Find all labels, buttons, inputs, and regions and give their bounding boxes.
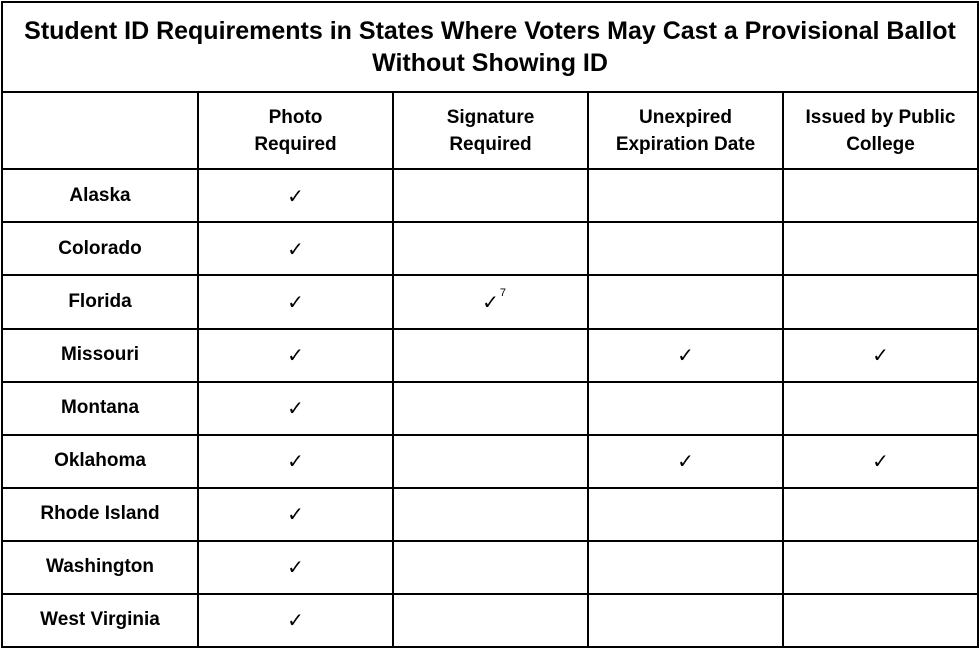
public-college-cell — [783, 275, 978, 328]
state-name: Florida — [2, 275, 198, 328]
unexpired-cell — [588, 382, 783, 435]
header-unexpired-date — [588, 92, 783, 170]
table-row — [2, 222, 978, 275]
signature-cell — [393, 435, 588, 488]
public-college-cell — [783, 222, 978, 275]
signature-cell — [393, 594, 588, 647]
header-row — [2, 92, 978, 170]
table-row — [2, 594, 978, 647]
header-signature-required — [393, 92, 588, 170]
signature-cell — [393, 329, 588, 382]
unexpired-cell — [588, 435, 783, 488]
photo-cell — [198, 329, 393, 382]
header-line: Signature — [446, 106, 535, 128]
state-name: Montana — [2, 382, 198, 435]
public-college-cell — [783, 329, 978, 382]
public-college-cell — [783, 169, 978, 222]
requirements-table — [1, 1, 979, 648]
signature-cell — [393, 275, 588, 328]
header-empty-cell — [2, 92, 198, 170]
table-row — [2, 435, 978, 488]
photo-cell — [198, 222, 393, 275]
checkmark-icon: ✓ — [287, 502, 304, 527]
table-row — [2, 169, 978, 222]
table-title: Student ID Requirements in States Where Voters May Cast a Provisional Ballot Without Showing ID — [2, 2, 978, 92]
header-line: Issued by Public — [805, 106, 956, 128]
checkmark-icon: ✓ — [872, 449, 889, 474]
checkmark-icon: ✓ — [872, 343, 889, 368]
checkmark-icon: ✓ — [287, 236, 304, 261]
unexpired-cell — [588, 222, 783, 275]
checkmark-glyph: ✓ — [482, 290, 499, 315]
public-college-cell — [783, 541, 978, 594]
header-line: College — [846, 133, 915, 155]
table-row — [2, 382, 978, 435]
table-row — [2, 329, 978, 382]
photo-cell — [198, 382, 393, 435]
photo-cell — [198, 275, 393, 328]
signature-cell — [393, 382, 588, 435]
unexpired-cell — [588, 329, 783, 382]
photo-cell — [198, 435, 393, 488]
state-name: Missouri — [2, 329, 198, 382]
table-row — [2, 488, 978, 541]
signature-cell — [393, 169, 588, 222]
signature-cell — [393, 541, 588, 594]
photo-cell — [198, 488, 393, 541]
table-row — [2, 541, 978, 594]
unexpired-cell — [588, 169, 783, 222]
unexpired-cell — [588, 488, 783, 541]
header-line: Expiration Date — [615, 133, 756, 155]
state-name: Oklahoma — [2, 435, 198, 488]
header-issued-by-public-college — [783, 92, 978, 170]
state-name: Washington — [2, 541, 198, 594]
public-college-cell — [783, 435, 978, 488]
checkmark-icon: ✓ — [287, 290, 304, 315]
state-name: Rhode Island — [2, 488, 198, 541]
public-college-cell — [783, 594, 978, 647]
signature-cell — [393, 222, 588, 275]
checkmark-icon: ✓ — [677, 343, 694, 368]
checkmark-icon: ✓ — [287, 343, 304, 368]
header-line: Required — [254, 133, 337, 155]
signature-cell — [393, 488, 588, 541]
footnote-marker: 7 — [499, 287, 506, 300]
photo-cell — [198, 541, 393, 594]
photo-cell — [198, 169, 393, 222]
checkmark-icon: ✓ — [287, 449, 304, 474]
checkmark-icon: ✓ — [287, 555, 304, 580]
checkmark-icon: ✓ — [677, 449, 694, 474]
public-college-cell — [783, 488, 978, 541]
state-name: Alaska — [2, 169, 198, 222]
unexpired-cell — [588, 594, 783, 647]
header-line: Required — [449, 133, 532, 155]
unexpired-cell — [588, 541, 783, 594]
checkmark-icon: ✓ — [287, 608, 304, 633]
public-college-cell — [783, 382, 978, 435]
unexpired-cell — [588, 275, 783, 328]
header-photo-required — [198, 92, 393, 170]
checkmark-icon: ✓ — [287, 183, 304, 208]
state-name: Colorado — [2, 222, 198, 275]
photo-cell — [198, 594, 393, 647]
header-line: Unexpired — [639, 106, 732, 128]
table-row — [2, 275, 978, 328]
checkmark-icon: ✓ — [287, 396, 304, 421]
checkmark-icon — [482, 287, 506, 315]
state-name: West Virginia — [2, 594, 198, 647]
header-line: Photo — [268, 106, 323, 128]
title-row — [2, 2, 978, 92]
